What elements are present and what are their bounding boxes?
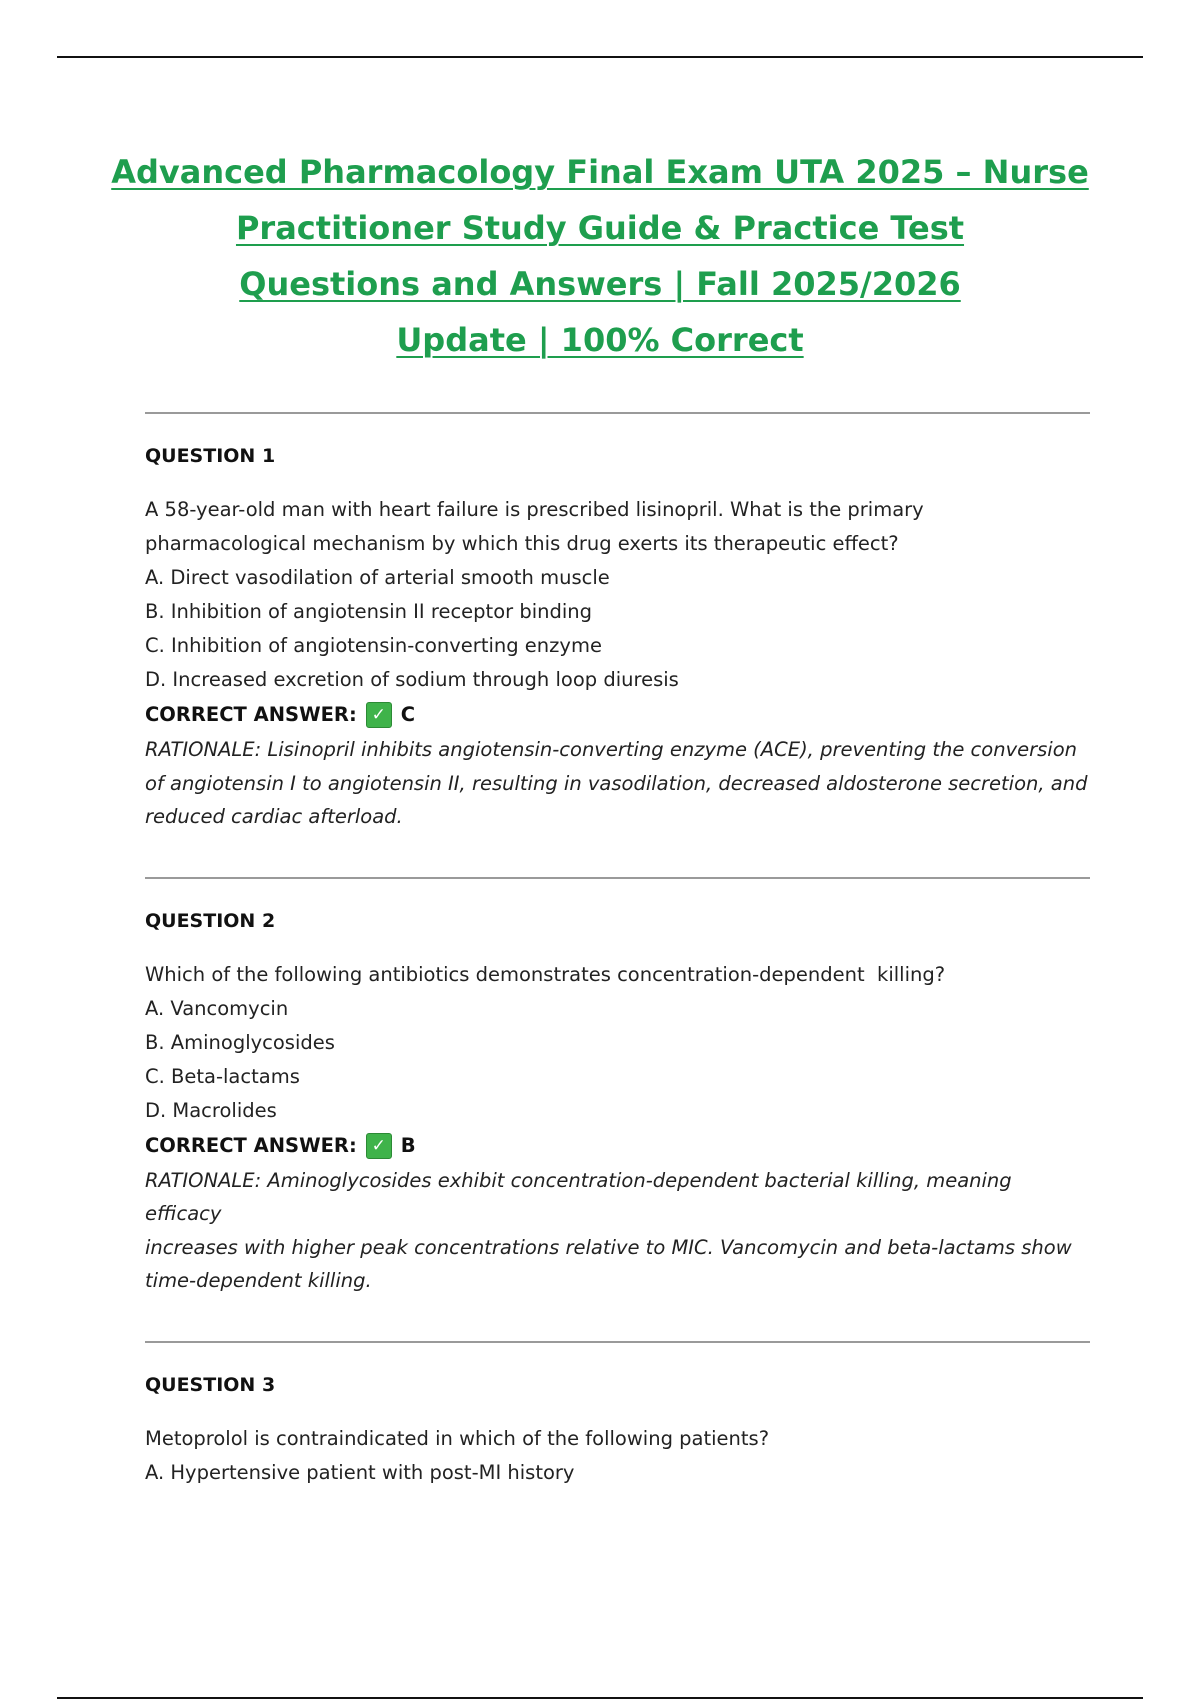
title-line: Advanced Pharmacology Final Exam UTA 2025 – Nurse	[111, 153, 1089, 191]
question-text: pharmacological mechanism by which this drug exerts its therapeutic effect?	[145, 532, 899, 555]
correct-answer	[145, 1128, 1090, 1164]
title-line: Update | 100% Correct	[396, 321, 804, 359]
title-line: Practitioner Study Guide & Practice Test	[235, 209, 965, 247]
correct-answer-letter: C	[400, 703, 416, 726]
question-text: A 58-year-old man with heart failure is prescribed lisinopril. What is the primary	[145, 498, 924, 521]
document-body	[145, 412, 1090, 1490]
answer-option: A. Direct vasodilation of arterial smooth muscle	[145, 566, 610, 589]
correct-answer-label: CORRECT ANSWER:	[145, 703, 357, 726]
correct-answer	[145, 697, 1090, 733]
answer-option: C. Beta-lactams	[145, 1064, 300, 1088]
rationale-line: of angiotensin I to angiotensin II, resulting in vasodilation, decreased aldosterone secretion, and	[145, 771, 1088, 795]
question-3	[145, 1372, 1090, 1490]
title-line: Questions and Answers | Fall 2025/2026	[239, 265, 961, 303]
document-title	[100, 144, 1100, 368]
answer-option: B. Inhibition of angiotensin II receptor binding	[145, 600, 593, 623]
question-heading: QUESTION 3	[145, 1373, 276, 1396]
question-heading: QUESTION 1	[145, 445, 276, 467]
rationale-line: RATIONALE: Aminoglycosides exhibit concentration-dependent bacterial killing, meaning efficacy	[145, 1168, 1012, 1225]
check-mark-icon: ✓	[366, 702, 392, 728]
question-text: Metoprolol is contraindicated in which of the following patients?	[145, 1426, 770, 1450]
correct-answer-letter: B	[400, 1133, 416, 1157]
rationale-line: increases with higher peak concentrations relative to MIC. Vancomycin and beta-lactams show	[145, 1235, 1072, 1259]
rationale-line: reduced cardiac afterload.	[145, 805, 403, 828]
correct-answer-label: CORRECT ANSWER:	[145, 1133, 357, 1157]
answer-option: B. Aminoglycosides	[145, 1030, 335, 1054]
question-2	[145, 908, 1090, 1298]
question-text: Which of the following antibiotics demonstrates concentration-dependent killing?	[145, 962, 946, 986]
rationale-line: time-dependent killing.	[145, 1269, 372, 1292]
question-1	[145, 443, 1090, 834]
rationale-line: RATIONALE: Lisinopril inhibits angiotensin-converting enzyme (ACE), preventing the conversion	[145, 738, 1077, 761]
section-divider	[145, 412, 1090, 414]
rationale	[145, 1164, 1090, 1298]
check-mark-icon: ✓	[366, 1133, 392, 1159]
answer-option: C. Inhibition of angiotensin-converting enzyme	[145, 634, 602, 657]
rationale	[145, 733, 1090, 834]
answer-option: A. Vancomycin	[145, 996, 289, 1020]
answer-option: D. Macrolides	[145, 1098, 277, 1122]
top-rule	[57, 56, 1143, 58]
answer-option: D. Increased excretion of sodium through loop diuresis	[145, 668, 679, 691]
bottom-rule	[57, 1697, 1143, 1699]
section-divider	[145, 877, 1090, 879]
question-heading: QUESTION 2	[145, 909, 276, 932]
section-divider	[145, 1341, 1090, 1343]
answer-option: A. Hypertensive patient with post-MI history	[145, 1460, 575, 1484]
